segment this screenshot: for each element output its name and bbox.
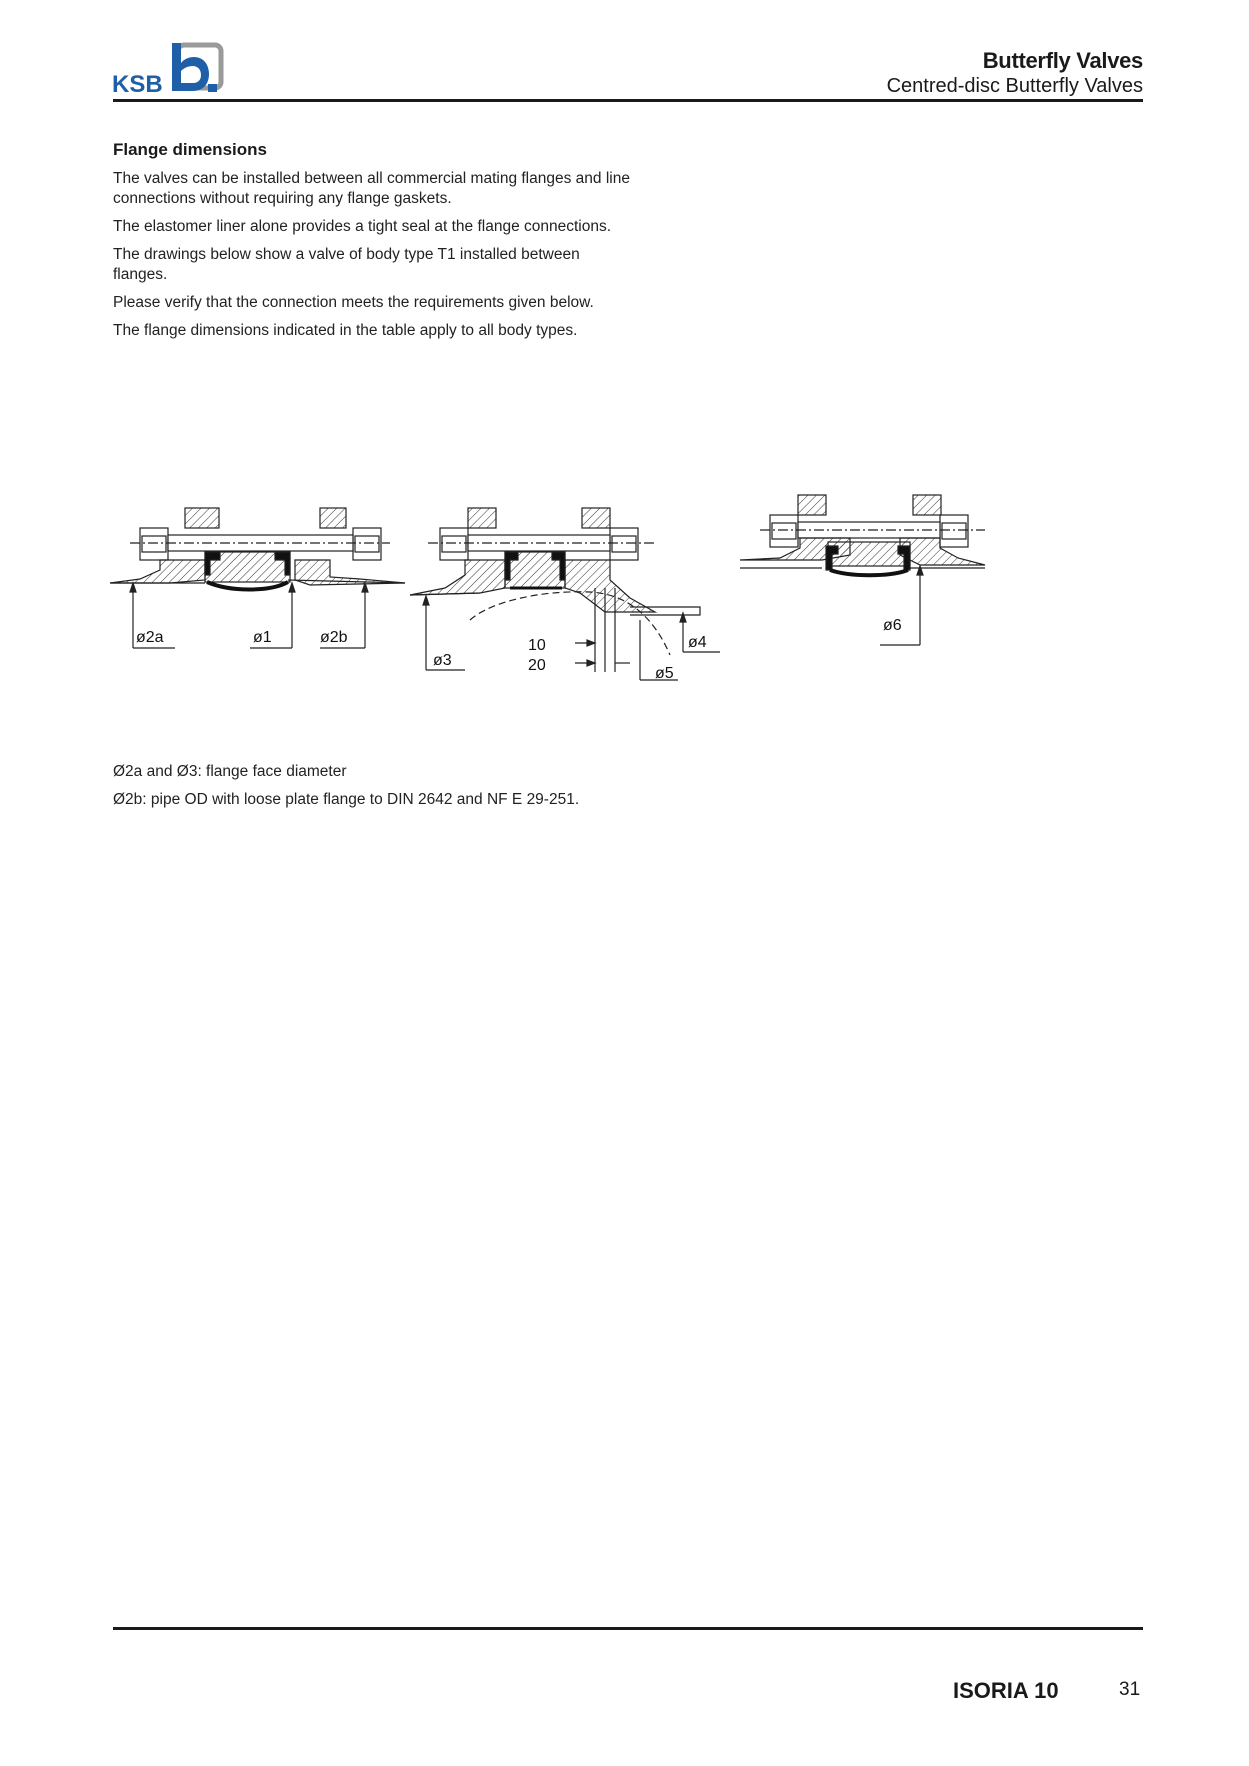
page-number: 31 (1119, 1679, 1141, 1700)
paragraph: The drawings below show a valve of body type T1 installed between flanges. (113, 246, 580, 283)
label-d4: ø4 (688, 634, 707, 651)
note: Ø2a and Ø3: flange face diameter (113, 763, 347, 780)
note: Ø2b: pipe OD with loose plate flange to DIN 2642 and NF E 29-251. (113, 791, 580, 808)
label-d6: ø6 (883, 617, 902, 634)
label-d2a: ø2a (136, 629, 164, 646)
drawing-2 (410, 508, 720, 680)
section-title: Flange dimensions (113, 140, 267, 159)
flange-drawings (110, 480, 1120, 695)
ksb-logo (112, 42, 237, 98)
label-d1: ø1 (253, 629, 272, 646)
label-d5: ø5 (655, 665, 674, 682)
label-10: 10 (528, 637, 546, 654)
drawing-1 (110, 508, 405, 648)
drawing-3 (740, 495, 985, 645)
logo-dot-shape (208, 84, 217, 92)
label-20: 20 (528, 657, 546, 674)
header-title: Butterfly Valves (982, 48, 1143, 73)
logo-b-shape (172, 43, 209, 91)
label-d3: ø3 (433, 652, 452, 669)
header-rule (113, 99, 1143, 102)
footer-rule (113, 1627, 1143, 1630)
paragraph: Please verify that the connection meets the requirements given below. (113, 294, 594, 311)
figure-notes (113, 762, 633, 818)
label-d2b: ø2b (320, 629, 348, 646)
paragraph: The elastomer liner alone provides a tight seal at the flange connections. (113, 218, 612, 235)
paragraph: The valves can be installed between all commercial mating flanges and line connections without requiring any flange gaskets. (113, 170, 630, 207)
paragraph: The flange dimensions indicated in the table apply to all body types. (113, 322, 578, 339)
logo-text: KSB (112, 71, 163, 98)
header-subtitle: Centred-disc Butterfly Valves (886, 75, 1143, 97)
footer-product: ISORIA 10 (953, 1678, 1059, 1703)
section-body (113, 169, 633, 349)
